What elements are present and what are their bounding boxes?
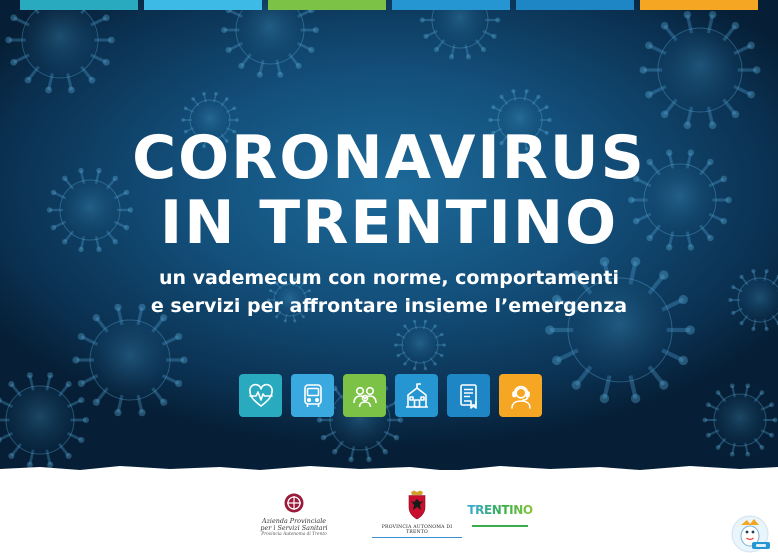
operator-headset-icon [506, 381, 536, 411]
virus-particle [640, 11, 761, 129]
apss-name-line2: per i Servizi Sanitari [260, 524, 328, 532]
virus-particle [221, 0, 319, 78]
color-bar [20, 0, 138, 10]
footer-logos [0, 470, 778, 556]
page-title: CORONAVIRUS [132, 123, 646, 193]
color-bar [516, 0, 634, 10]
apss-name-line1: Azienda Provinciale [261, 517, 327, 525]
trentino-brand-text: TRENTINO [467, 503, 533, 517]
school-building-icon [402, 381, 432, 411]
social-tile[interactable] [343, 374, 386, 417]
page-title-line2: IN TRENTINO [159, 188, 619, 258]
color-bar [392, 0, 510, 10]
people-group-icon [350, 381, 380, 411]
color-bar [268, 0, 386, 10]
health-tile[interactable] [239, 374, 282, 417]
trentino-brand-logo [467, 500, 533, 518]
bus-icon [298, 381, 328, 411]
virus-particle [5, 0, 114, 93]
helpline-tile[interactable] [499, 374, 542, 417]
documents-tile[interactable] [447, 374, 490, 417]
provincia-rule [372, 537, 462, 538]
mascot-logo [727, 510, 773, 554]
virus-particle [0, 372, 89, 468]
apss-logo[interactable] [258, 492, 330, 537]
color-bars [20, 0, 758, 10]
trentino-logo[interactable] [467, 500, 533, 527]
color-bar [144, 0, 262, 10]
subtitle-line1: un vademecum con norme, comportamenti [158, 267, 620, 289]
transport-tile[interactable] [291, 374, 334, 417]
eagle-coat-of-arms-icon [406, 490, 428, 520]
heart-monitor-icon [246, 381, 276, 411]
apss-emblem-icon [281, 492, 307, 514]
school-tile[interactable] [395, 374, 438, 417]
virus-particle [394, 320, 446, 371]
provincia-logo[interactable] [372, 490, 462, 538]
virus-particle [72, 304, 187, 416]
subtitle-line2: e servizi per affrontare insieme l’emergenza [150, 295, 628, 317]
apss-name-line3: Provincia Autonoma di Trento [261, 532, 327, 537]
virus-particle [703, 383, 778, 456]
color-bar [640, 0, 758, 10]
trentino-rule [472, 525, 528, 527]
category-icons [239, 374, 542, 417]
provincia-label: PROVINCIA AUTONOMA DI TRENTO [381, 525, 453, 535]
document-book-icon [454, 381, 484, 411]
